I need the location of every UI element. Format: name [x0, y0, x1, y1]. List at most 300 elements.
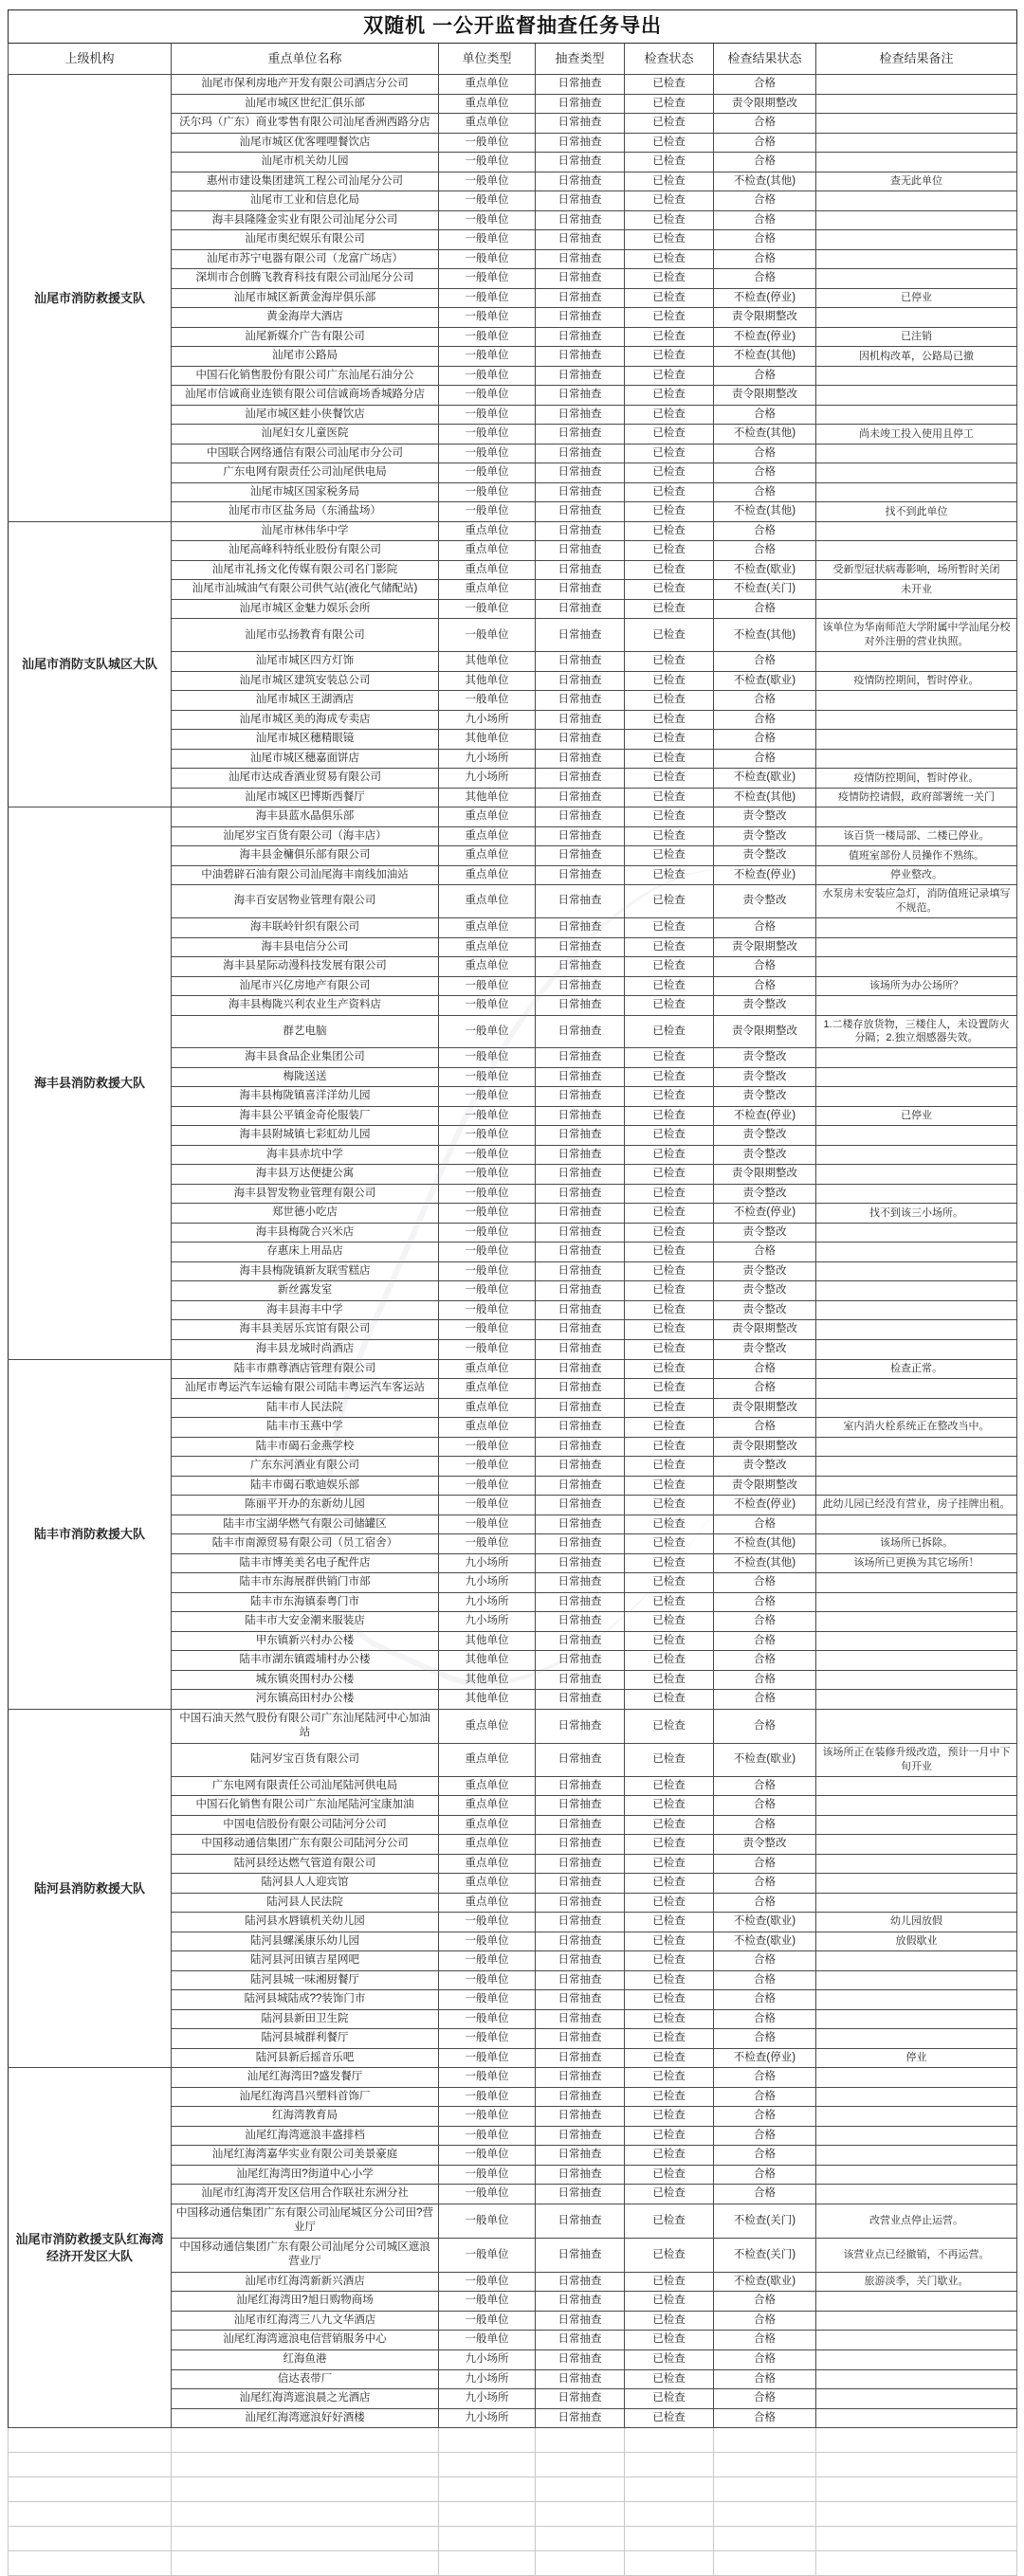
check-status-cell: 已检查 [625, 2204, 714, 2238]
unit-type-cell: 重点单位 [439, 918, 536, 938]
check-type-cell: 日常抽查 [536, 996, 625, 1016]
unit-name-cell: 陆丰市东海镇泰粤门市 [172, 1592, 439, 1612]
unit-type-cell: 一般单位 [439, 347, 536, 367]
check-type-cell: 日常抽查 [536, 327, 625, 347]
unit-type-cell: 重点单位 [439, 114, 536, 134]
unit-type-cell: 一般单位 [439, 1476, 536, 1496]
check-type-cell: 日常抽查 [536, 1437, 625, 1457]
result-status-cell: 责令整改 [714, 1835, 816, 1855]
unit-type-cell: 一般单位 [439, 1340, 536, 1360]
unit-type-cell: 其他单位 [439, 652, 536, 672]
empty-cell [536, 2527, 625, 2551]
org-cell: 陆丰市消防救援大队 [9, 1359, 172, 1709]
result-remark-cell: 疫情防控期间，暂时停业。 [816, 671, 1017, 691]
check-type-cell: 日常抽查 [536, 1743, 625, 1776]
unit-type-cell: 重点单位 [439, 1796, 536, 1816]
check-type-cell: 日常抽查 [536, 2311, 625, 2331]
check-status-cell: 已检查 [625, 1534, 714, 1554]
result-status-cell: 合格 [714, 75, 816, 95]
column-header-row [9, 44, 1017, 75]
unit-name-cell: 中国移动通信集团广东有限公司汕尾城区分公司田?营业厅 [172, 2204, 439, 2238]
result-status-cell: 合格 [714, 114, 816, 134]
result-status-cell: 责令限期整改 [714, 1165, 816, 1185]
result-remark-cell: 该营业点已经撤销，不再运营。 [816, 2238, 1017, 2272]
result-status-cell: 不检查(歇业) [714, 2272, 816, 2292]
result-remark-cell [816, 2146, 1017, 2166]
result-remark-cell [816, 75, 1017, 95]
unit-name-cell: 中国电信股份有限公司陆河分公司 [172, 1815, 439, 1835]
unit-type-cell: 一般单位 [439, 1300, 536, 1320]
unit-type-cell: 一般单位 [439, 2185, 536, 2204]
result-status-cell: 不检查(歇业) [714, 1913, 816, 1932]
unit-name-cell: 汕尾红海湾遮浪晨之光酒店 [172, 2389, 439, 2409]
check-status-cell: 已检查 [625, 425, 714, 444]
unit-type-cell: 一般单位 [439, 2087, 536, 2107]
check-type-cell: 日常抽查 [536, 133, 625, 153]
result-remark-cell [816, 1379, 1017, 1399]
result-status-cell: 责令整改 [714, 1457, 816, 1477]
unit-type-cell: 重点单位 [439, 94, 536, 114]
check-status-cell: 已检查 [625, 1398, 714, 1418]
check-type-cell: 日常抽查 [536, 826, 625, 846]
empty-cell [9, 2551, 172, 2576]
unit-type-cell: 一般单位 [439, 153, 536, 172]
unit-type-cell: 一般单位 [439, 269, 536, 289]
unit-name-cell: 陆河县城陆成??装饰门市 [172, 1990, 439, 2010]
unit-name-cell: 汕尾新媒介广告有限公司 [172, 327, 439, 347]
check-type-cell: 日常抽查 [536, 1126, 625, 1146]
result-status-cell: 合格 [714, 1651, 816, 1671]
check-status-cell: 已检查 [625, 937, 714, 957]
org-cell: 汕尾市消防救援支队 [9, 75, 172, 522]
org-cell: 汕尾市消防支队城区大队 [9, 521, 172, 807]
unit-name-cell: 陆丰市大安金潮来服装店 [172, 1612, 439, 1632]
check-type-cell: 日常抽查 [536, 521, 625, 541]
check-status-cell: 已检查 [625, 133, 714, 153]
result-status-cell: 合格 [714, 2369, 816, 2389]
check-type-cell: 日常抽查 [536, 1990, 625, 2010]
result-remark-cell: 已注销 [816, 327, 1017, 347]
check-status-cell: 已检查 [625, 560, 714, 580]
unit-type-cell: 一般单位 [439, 1048, 536, 1068]
check-type-cell: 日常抽查 [536, 1854, 625, 1874]
unit-name-cell: 汕尾市汕城油气有限公司供气站(液化气储配站) [172, 580, 439, 600]
unit-name-cell: 海丰联岭针织有限公司 [172, 918, 439, 938]
result-remark-cell [816, 2165, 1017, 2185]
unit-name-cell: 陆丰市碣石歌迪娱乐部 [172, 1476, 439, 1496]
check-status-cell: 已检查 [625, 75, 714, 95]
check-status-cell: 已检查 [625, 2185, 714, 2204]
unit-name-cell: 海丰县龙城时尚酒店 [172, 1340, 439, 1360]
unit-name-cell: 陆丰市玉燕中学 [172, 1418, 439, 1438]
check-type-cell: 日常抽查 [536, 153, 625, 172]
result-remark-cell [816, 599, 1017, 619]
result-remark-cell [816, 1457, 1017, 1477]
unit-type-cell: 重点单位 [439, 885, 536, 918]
unit-type-cell: 一般单位 [439, 1515, 536, 1534]
result-remark-cell [816, 541, 1017, 561]
empty-row [9, 2477, 1017, 2502]
unit-name-cell: 中国联合网络通信有限公司汕尾市分公司 [172, 444, 439, 463]
check-type-cell: 日常抽查 [536, 671, 625, 691]
result-remark-cell [816, 1854, 1017, 1874]
result-remark-cell: 值班室部份人员操作不熟练。 [816, 846, 1017, 866]
unit-name-cell: 海丰县梅陇镇新友联雪糕店 [172, 1261, 439, 1281]
unit-name-cell: 陆河县人民法院 [172, 1893, 439, 1913]
result-remark-cell [816, 308, 1017, 328]
check-status-cell: 已检查 [625, 2068, 714, 2088]
unit-type-cell: 一般单位 [439, 996, 536, 1016]
check-status-cell: 已检查 [625, 2087, 714, 2107]
result-status-cell: 责令整改 [714, 1184, 816, 1204]
unit-name-cell: 陆丰市博美美名电子配件店 [172, 1553, 439, 1573]
result-remark-cell: 停业整改。 [816, 865, 1017, 885]
check-type-cell: 日常抽查 [536, 1815, 625, 1835]
result-remark-cell [816, 749, 1017, 769]
check-type-cell: 日常抽查 [536, 580, 625, 600]
unit-type-cell: 一般单位 [439, 2204, 536, 2238]
result-status-cell: 合格 [714, 1359, 816, 1379]
unit-name-cell: 海丰县智发物业管理有限公司 [172, 1184, 439, 1204]
unit-type-cell: 一般单位 [439, 2009, 536, 2029]
check-status-cell: 已检查 [625, 210, 714, 230]
check-type-cell: 日常抽查 [536, 1913, 625, 1932]
result-status-cell: 合格 [714, 191, 816, 211]
unit-name-cell: 汕尾市弘扬教育有限公司 [172, 619, 439, 652]
check-type-cell: 日常抽查 [536, 425, 625, 444]
unit-name-cell: 汕尾红海湾田?街道中心小学 [172, 2165, 439, 2185]
unit-name-cell: 广东东河酒业有限公司 [172, 1457, 439, 1477]
org-cell: 陆河县消防救援大队 [9, 1709, 172, 2067]
unit-type-cell: 一般单位 [439, 1145, 536, 1165]
result-status-cell: 合格 [714, 2408, 816, 2428]
unit-type-cell: 一般单位 [439, 2126, 536, 2146]
result-status-cell: 合格 [714, 730, 816, 750]
check-status-cell: 已检查 [625, 1893, 714, 1913]
unit-name-cell: 陆丰市湖东镇霞埔村办公楼 [172, 1651, 439, 1671]
check-type-cell: 日常抽查 [536, 2331, 625, 2350]
empty-cell [536, 2477, 625, 2502]
result-remark-cell [816, 2292, 1017, 2312]
unit-type-cell: 九小场所 [439, 1592, 536, 1612]
result-remark-cell [816, 691, 1017, 711]
check-status-cell: 已检查 [625, 1951, 714, 1971]
check-type-cell: 日常抽查 [536, 1398, 625, 1418]
check-status-cell: 已检查 [625, 2048, 714, 2068]
check-status-cell: 已检查 [625, 249, 714, 269]
unit-name-cell: 城东镇炎围村办公楼 [172, 1670, 439, 1690]
check-status-cell: 已检查 [625, 2292, 714, 2312]
check-type-cell: 日常抽查 [536, 2165, 625, 2185]
check-status-cell: 已检查 [625, 1418, 714, 1438]
check-type-cell: 日常抽查 [536, 1015, 625, 1048]
result-remark-cell: 已停业 [816, 1106, 1017, 1126]
check-status-cell: 已检查 [625, 1300, 714, 1320]
check-type-cell: 日常抽查 [536, 1690, 625, 1710]
empty-cell [714, 2477, 816, 2502]
result-remark-cell [816, 1951, 1017, 1971]
unit-name-cell: 沃尔玛（广东）商业零售有限公司汕尾香洲西路分店 [172, 114, 439, 134]
check-type-cell: 日常抽查 [536, 865, 625, 885]
check-status-cell: 已检查 [625, 2238, 714, 2272]
check-type-cell: 日常抽查 [536, 1592, 625, 1612]
unit-name-cell: 汕尾市城区建筑安装总公司 [172, 671, 439, 691]
result-remark-cell: 该场所正在装修升级改造，预计一月中下旬开业 [816, 1743, 1017, 1776]
unit-name-cell: 海丰县隆隆金实业有限公司汕尾分公司 [172, 210, 439, 230]
check-status-cell: 已检查 [625, 2272, 714, 2292]
check-type-cell: 日常抽查 [536, 1496, 625, 1515]
unit-name-cell: 陆河县水唇镇机关幼儿园 [172, 1913, 439, 1932]
result-remark-cell [816, 1261, 1017, 1281]
check-type-cell: 日常抽查 [536, 1932, 625, 1951]
check-status-cell: 已检查 [625, 1126, 714, 1146]
check-status-cell: 已检查 [625, 599, 714, 619]
unit-type-cell: 一般单位 [439, 172, 536, 191]
result-remark-cell: 幼儿园放假 [816, 1913, 1017, 1932]
result-status-cell: 合格 [714, 957, 816, 977]
result-status-cell: 责令整改 [714, 1300, 816, 1320]
result-status-cell: 不检查(其他) [714, 172, 816, 191]
check-type-cell: 日常抽查 [536, 1515, 625, 1534]
check-status-cell: 已检查 [625, 2107, 714, 2127]
unit-name-cell: 汕尾市城区穗嘉面饼店 [172, 749, 439, 769]
empty-cell [714, 2428, 816, 2453]
check-status-cell: 已检查 [625, 502, 714, 522]
unit-type-cell: 一般单位 [439, 249, 536, 269]
result-status-cell: 合格 [714, 2068, 816, 2088]
result-remark-cell [816, 1087, 1017, 1107]
result-status-cell: 合格 [714, 541, 816, 561]
check-status-cell: 已检查 [625, 865, 714, 885]
result-status-cell: 合格 [714, 1874, 816, 1894]
check-type-cell: 日常抽查 [536, 2185, 625, 2204]
unit-name-cell: 汕尾市城区新黄金海岸俱乐部 [172, 288, 439, 308]
check-status-cell: 已检查 [625, 463, 714, 483]
unit-name-cell: 汕尾市红海湾三八九文华酒店 [172, 2311, 439, 2331]
unit-type-cell: 其他单位 [439, 730, 536, 750]
result-status-cell: 责令整改 [714, 996, 816, 1016]
check-status-cell: 已检查 [625, 191, 714, 211]
result-remark-cell [816, 652, 1017, 672]
empty-cell [172, 2551, 439, 2576]
check-status-cell: 已检查 [625, 1670, 714, 1690]
check-type-cell: 日常抽查 [536, 1165, 625, 1185]
result-status-cell: 合格 [714, 1854, 816, 1874]
result-remark-cell: 查无此单位 [816, 172, 1017, 191]
empty-cell [9, 2502, 172, 2527]
result-status-cell: 合格 [714, 2126, 816, 2146]
result-status-cell: 合格 [714, 405, 816, 425]
unit-name-cell: 陆河县河田镇吉星网吧 [172, 1951, 439, 1971]
result-remark-cell: 该场所为办公场所？ [816, 976, 1017, 996]
result-remark-cell: 此幼儿园已经没有营业，房子挂牌出租。 [816, 1496, 1017, 1515]
result-remark-cell [816, 2126, 1017, 2146]
empty-cell [816, 2527, 1017, 2551]
unit-type-cell: 一般单位 [439, 1496, 536, 1515]
result-remark-cell: 1.二楼存放货物，三楼住人，未设置防火分隔；2.独立烟感器失效。 [816, 1015, 1017, 1048]
check-status-cell: 已检查 [625, 1651, 714, 1671]
check-type-cell: 日常抽查 [536, 1573, 625, 1593]
result-remark-cell: 疫情防控期间，暂时停业。 [816, 769, 1017, 789]
check-status-cell: 已检查 [625, 1184, 714, 1204]
unit-name-cell: 汕尾市城区蛙小侠餐饮店 [172, 405, 439, 425]
result-remark-cell [816, 710, 1017, 730]
unit-name-cell: 海丰县梅陇兴利农业生产资料店 [172, 996, 439, 1016]
result-remark-cell: 未开业 [816, 580, 1017, 600]
check-type-cell: 日常抽查 [536, 976, 625, 996]
check-type-cell: 日常抽查 [536, 1670, 625, 1690]
result-remark-cell [816, 94, 1017, 114]
result-remark-cell [816, 521, 1017, 541]
check-type-cell: 日常抽查 [536, 2272, 625, 2292]
empty-cell [439, 2453, 536, 2477]
result-status-cell: 合格 [714, 230, 816, 250]
check-status-cell: 已检查 [625, 826, 714, 846]
unit-name-cell: 陆河县经达燃气管道有限公司 [172, 1854, 439, 1874]
result-status-cell: 合格 [714, 210, 816, 230]
empty-cell [439, 2551, 536, 2576]
check-type-cell: 日常抽查 [536, 749, 625, 769]
empty-cell [625, 2428, 714, 2453]
unit-name-cell: 群艺电脑 [172, 1015, 439, 1048]
header-org: 上级机构 [9, 44, 172, 75]
unit-type-cell: 一般单位 [439, 976, 536, 996]
check-type-cell: 日常抽查 [536, 1087, 625, 1107]
result-remark-cell [816, 1223, 1017, 1243]
check-status-cell: 已检查 [625, 1087, 714, 1107]
check-type-cell: 日常抽查 [536, 269, 625, 289]
check-status-cell: 已检查 [625, 788, 714, 807]
unit-type-cell: 重点单位 [439, 826, 536, 846]
empty-cell [172, 2453, 439, 2477]
org-cell: 海丰县消防救援大队 [9, 807, 172, 1359]
result-remark-cell [816, 1670, 1017, 1690]
unit-type-cell: 一般单位 [439, 230, 536, 250]
check-type-cell: 日常抽查 [536, 1553, 625, 1573]
result-status-cell: 合格 [714, 482, 816, 502]
result-remark-cell [816, 133, 1017, 153]
check-type-cell: 日常抽查 [536, 918, 625, 938]
unit-name-cell: 海丰县电信分公司 [172, 937, 439, 957]
unit-type-cell: 一般单位 [439, 2048, 536, 2068]
result-status-cell: 不检查(关门) [714, 580, 816, 600]
check-type-cell: 日常抽查 [536, 652, 625, 672]
empty-cell [172, 2527, 439, 2551]
result-status-cell: 合格 [714, 2185, 816, 2204]
result-status-cell: 责令整改 [714, 1126, 816, 1146]
result-status-cell: 合格 [714, 153, 816, 172]
result-status-cell: 不检查(停业) [714, 327, 816, 347]
unit-type-cell: 重点单位 [439, 1854, 536, 1874]
unit-name-cell: 海丰县附城镇七彩虹幼儿园 [172, 1126, 439, 1146]
result-status-cell: 合格 [714, 269, 816, 289]
result-status-cell: 责令限期整改 [714, 1398, 816, 1418]
check-status-cell: 已检查 [625, 1165, 714, 1185]
check-type-cell: 日常抽查 [536, 2204, 625, 2238]
header-unit-type: 单位类型 [439, 44, 536, 75]
result-remark-cell: 检查正常。 [816, 1359, 1017, 1379]
check-status-cell: 已检查 [625, 1709, 714, 1743]
unit-type-cell: 一般单位 [439, 482, 536, 502]
unit-type-cell: 一般单位 [439, 1067, 536, 1087]
check-status-cell: 已检查 [625, 308, 714, 328]
result-remark-cell [816, 366, 1017, 386]
unit-name-cell: 陆河县新田卫生院 [172, 2009, 439, 2029]
unit-type-cell: 其他单位 [439, 1690, 536, 1710]
result-remark-cell [816, 444, 1017, 463]
check-type-cell: 日常抽查 [536, 2408, 625, 2428]
result-status-cell: 合格 [714, 976, 816, 996]
result-remark-cell [816, 937, 1017, 957]
unit-type-cell: 重点单位 [439, 1359, 536, 1379]
result-remark-cell [816, 1145, 1017, 1165]
result-remark-cell [816, 1300, 1017, 1320]
check-type-cell: 日常抽查 [536, 1204, 625, 1224]
result-status-cell: 责令限期整改 [714, 94, 816, 114]
empty-cell [172, 2477, 439, 2502]
result-remark-cell [816, 1893, 1017, 1913]
result-status-cell: 不检查(歇业) [714, 560, 816, 580]
unit-name-cell: 汕尾市城区美的海成专卖店 [172, 710, 439, 730]
unit-name-cell: 陆河县城一味湘厨餐厅 [172, 1970, 439, 1990]
unit-name-cell: 广东电网有限责任公司汕尾陆河供电局 [172, 1776, 439, 1796]
result-status-cell: 合格 [714, 2389, 816, 2409]
check-type-cell: 日常抽查 [536, 1951, 625, 1971]
unit-type-cell: 一般单位 [439, 1243, 536, 1262]
result-remark-cell: 因机构改革，公路局已撤 [816, 347, 1017, 367]
check-type-cell: 日常抽查 [536, 1340, 625, 1360]
result-status-cell: 责令整改 [714, 846, 816, 866]
check-type-cell: 日常抽查 [536, 2126, 625, 2146]
result-remark-cell [816, 2068, 1017, 2088]
unit-type-cell: 一般单位 [439, 386, 536, 406]
unit-name-cell: 汕尾妇女儿童医院 [172, 425, 439, 444]
unit-name-cell: 黄金海岸大酒店 [172, 308, 439, 328]
unit-type-cell: 一般单位 [439, 308, 536, 328]
result-status-cell: 合格 [714, 749, 816, 769]
empty-cell [816, 2551, 1017, 2576]
unit-name-cell: 广东电网有限责任公司汕尾供电局 [172, 463, 439, 483]
unit-type-cell: 重点单位 [439, 937, 536, 957]
result-remark-cell [816, 1573, 1017, 1593]
check-type-cell: 日常抽查 [536, 1893, 625, 1913]
result-remark-cell [816, 153, 1017, 172]
check-type-cell: 日常抽查 [536, 1281, 625, 1301]
unit-type-cell: 一般单位 [439, 1204, 536, 1224]
unit-name-cell: 陆丰市鼎尊酒店管理有限公司 [172, 1359, 439, 1379]
check-status-cell: 已检查 [625, 2009, 714, 2029]
check-status-cell: 已检查 [625, 1835, 714, 1855]
check-type-cell: 日常抽查 [536, 885, 625, 918]
result-status-cell: 合格 [714, 1951, 816, 1971]
check-status-cell: 已检查 [625, 1145, 714, 1165]
result-status-cell: 不检查(其他) [714, 1553, 816, 1573]
empty-cell [9, 2453, 172, 2477]
result-remark-cell: 找不到此单位 [816, 502, 1017, 522]
unit-type-cell: 重点单位 [439, 865, 536, 885]
check-type-cell: 日常抽查 [536, 172, 625, 191]
unit-type-cell: 一般单位 [439, 2292, 536, 2312]
unit-type-cell: 一般单位 [439, 1951, 536, 1971]
check-status-cell: 已检查 [625, 2029, 714, 2049]
result-remark-cell [816, 1651, 1017, 1671]
check-type-cell: 日常抽查 [536, 2048, 625, 2068]
check-type-cell: 日常抽查 [536, 1476, 625, 1496]
empty-cell [439, 2502, 536, 2527]
unit-type-cell: 重点单位 [439, 1776, 536, 1796]
unit-name-cell: 汕尾市城区四方灯饰 [172, 652, 439, 672]
unit-type-cell: 一般单位 [439, 1913, 536, 1932]
